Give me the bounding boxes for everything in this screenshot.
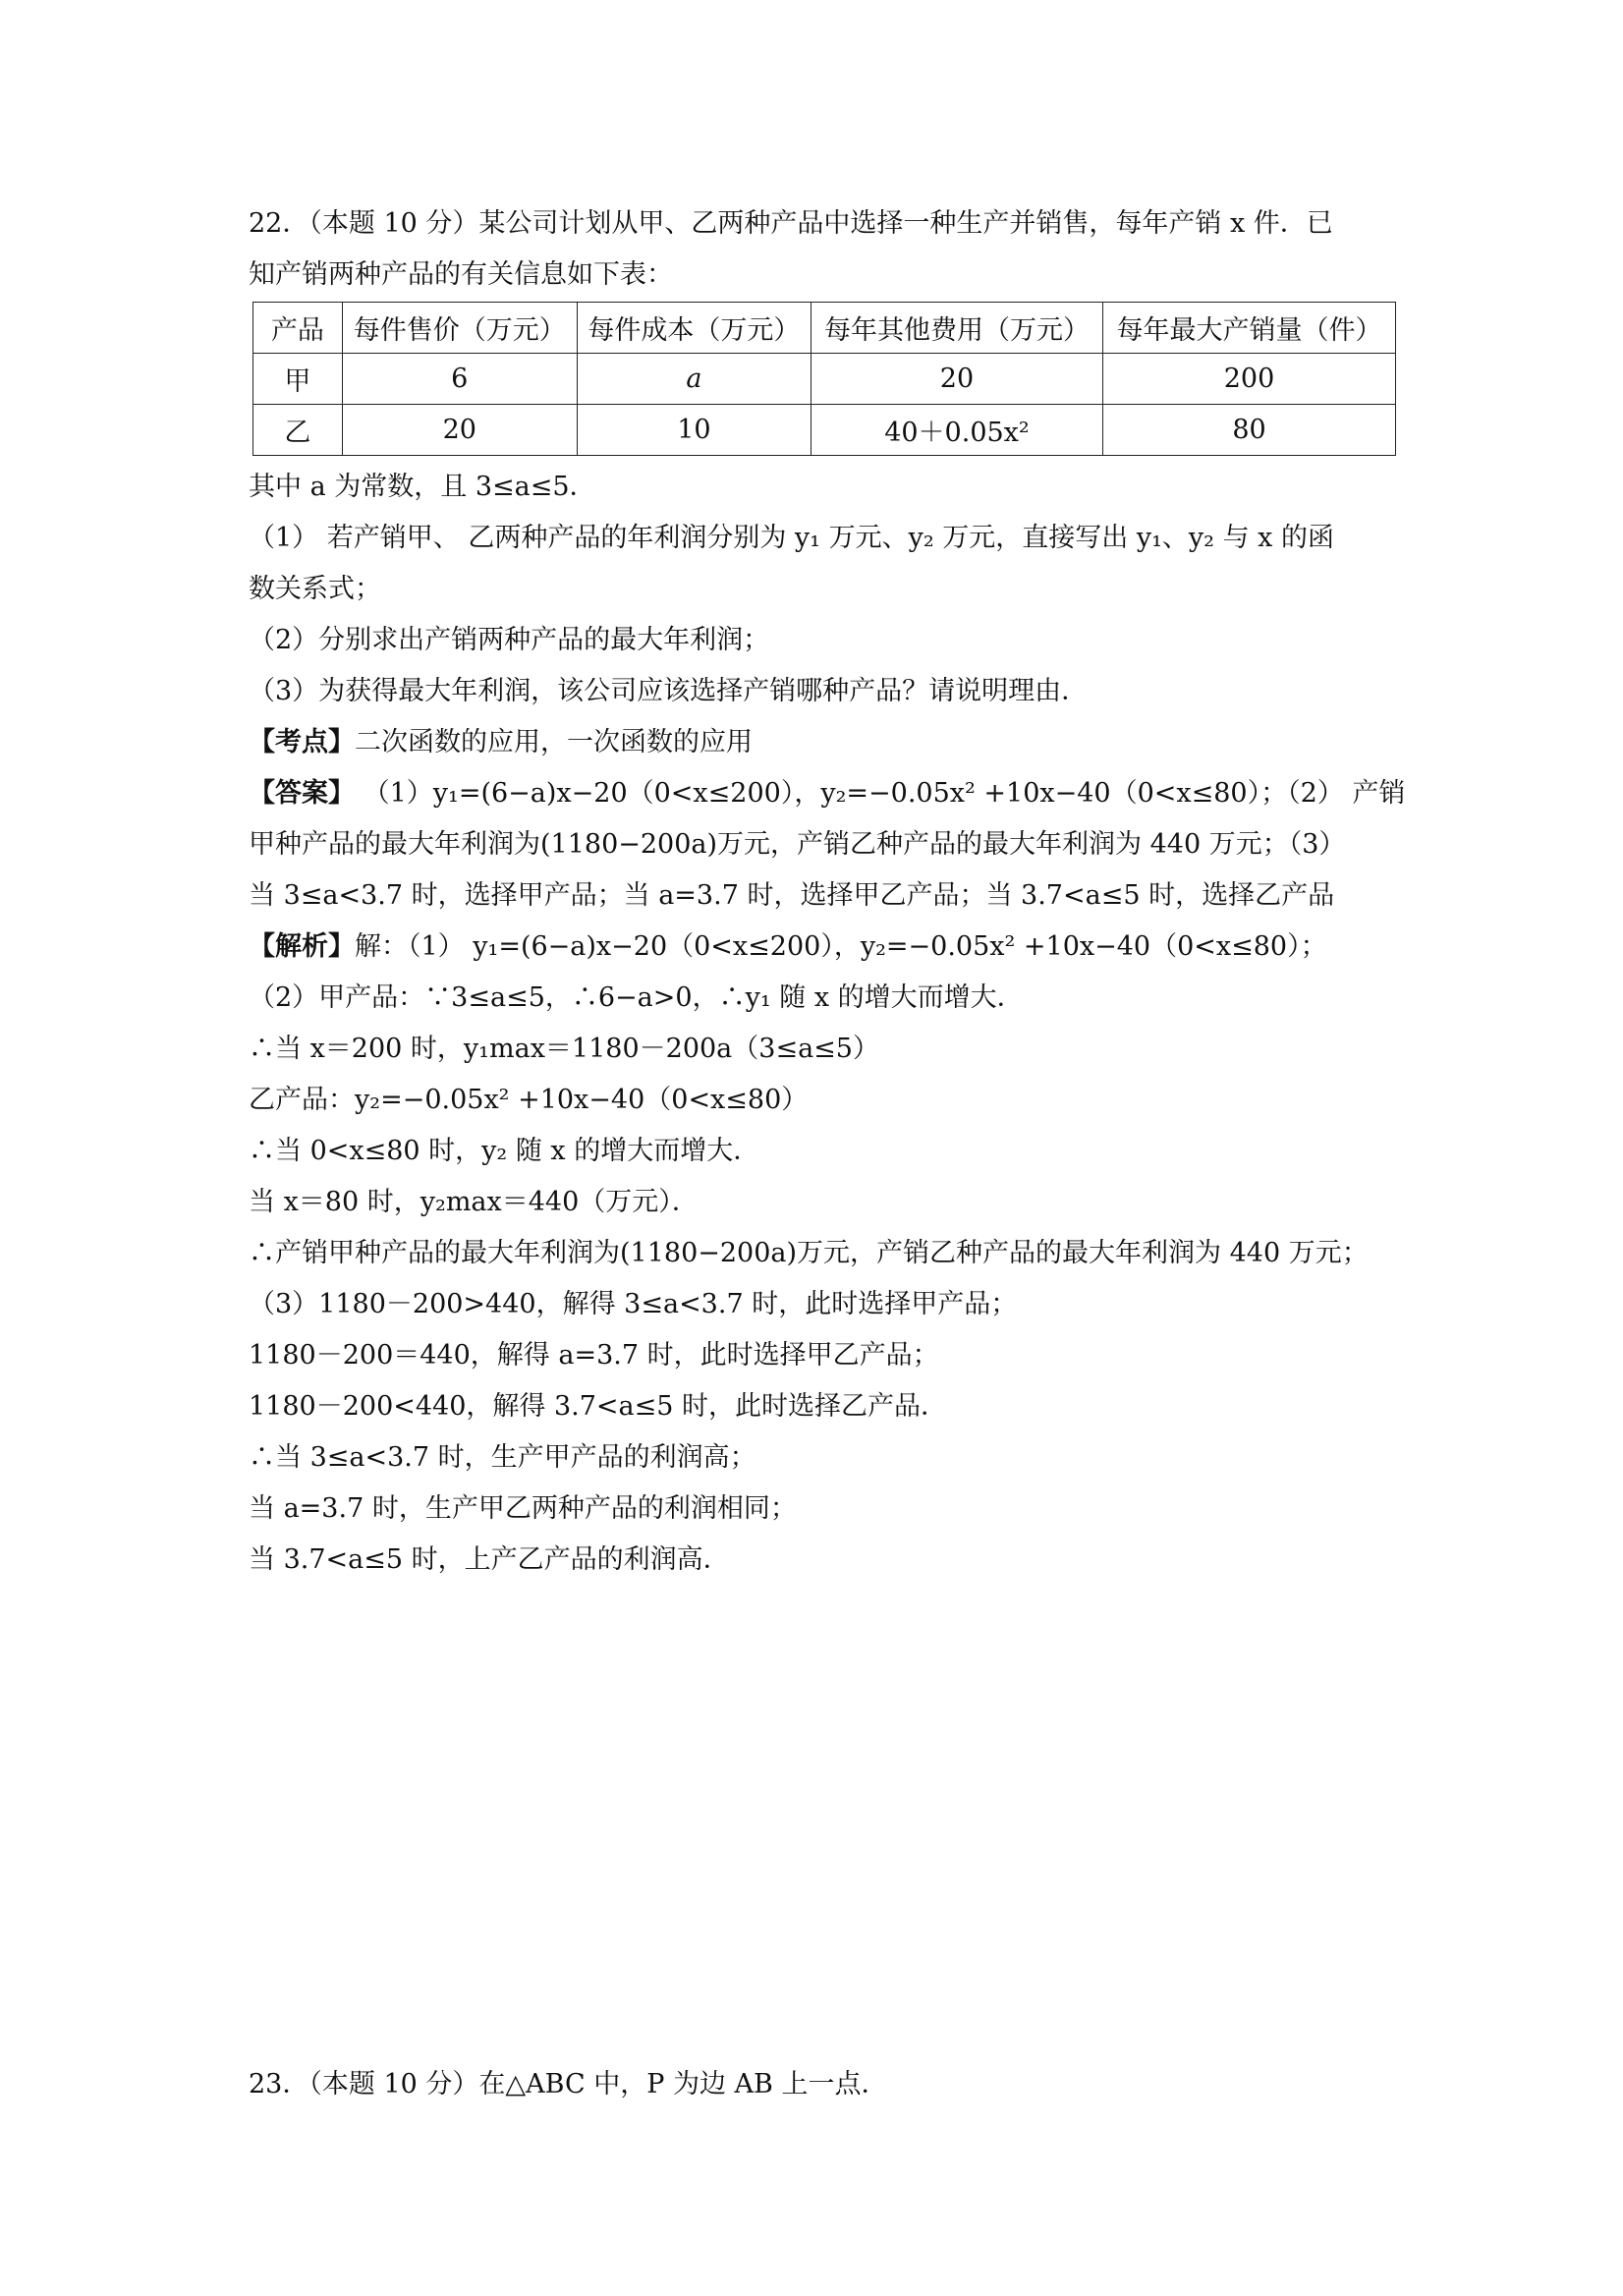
q22-note: 其中 a 为常数，且 3≤a≤5． xyxy=(249,472,596,502)
q22-part3: （3）为获得最大年利润，该公司应该选择产销哪种产品？请说明理由． xyxy=(249,676,1089,706)
analysis-line: ∴当 0<x≤80 时，y₂ 随 x 的增大而增大． xyxy=(249,1136,760,1166)
analysis-text: 解：（1） y₁=(6−a)x−20（0<x≤200），y₂=−0.05x² +10x−40（0<x≤80）； xyxy=(355,931,1327,962)
table-header-cell: 每年其他费用（万元） xyxy=(811,303,1102,354)
table-cell: 20 xyxy=(811,354,1102,405)
analysis-line: 乙产品：y₂=−0.05x² +10x−40（0<x≤80） xyxy=(249,1085,809,1115)
analysis-line: 1180－200<440，解得 3.7<a≤5 时，此时选择乙产品． xyxy=(249,1391,948,1422)
table-cell: 20 xyxy=(342,405,577,456)
analysis-line: ∴产销甲种产品的最大年利润为(1180−200a)万元，产销乙种产品的最大年利润为 440 万元； xyxy=(249,1238,1369,1268)
table-cell: 6 xyxy=(342,354,577,405)
q23-stem: 23．（本题 10 分）在△ABC 中，P 为边 AB 上一点． xyxy=(249,2069,888,2100)
analysis-line: ∴当 3≤a<3.7 时，生产甲产品的利润高； xyxy=(249,1442,756,1473)
table-header-cell: 每年最大产销量（件） xyxy=(1102,303,1395,354)
table-row xyxy=(253,354,1396,405)
table-cell: 乙 xyxy=(253,405,343,456)
analysis-line: 1180－200＝440，解得 a=3.7 时，此时选择甲乙产品； xyxy=(249,1340,939,1371)
table-cell: 40＋0.05x² xyxy=(811,405,1102,456)
analysis-label: 【解析】 xyxy=(249,931,355,962)
product-info-table xyxy=(252,302,1396,456)
analysis-line: 当 x＝80 时，y₂max＝440（万元）． xyxy=(249,1187,699,1217)
analysis-line: 当 a=3.7 时，生产甲乙两种产品的利润相同； xyxy=(249,1493,797,1524)
answer-text: （1）y₁=(6−a)x−20（0<x≤200），y₂=−0.05x² +10x−40（0<x≤80）；（2） 产销 xyxy=(355,778,1406,809)
answer-line3: 当 3≤a<3.7 时，选择甲产品；当 a=3.7 时，选择甲乙产品；当 3.7<a≤5 时，选择乙产品 xyxy=(249,880,1335,911)
table-header-cell: 产品 xyxy=(253,303,343,354)
table-header-cell: 每件售价（万元） xyxy=(342,303,577,354)
table-cell: a xyxy=(577,354,811,405)
answer-line2: 甲种产品的最大年利润为(1180−200a)万元，产销乙种产品的最大年利润为 440 万元；（3） xyxy=(249,829,1346,860)
analysis-line xyxy=(249,929,1398,965)
table-header-cell: 每件成本（万元） xyxy=(577,303,811,354)
q22-part1-line2: 数关系式； xyxy=(249,574,381,604)
kaodian-label: 【考点】 xyxy=(249,727,355,757)
analysis-line: （3）1180－200>440，解得 3≤a<3.7 时，此时选择甲产品； xyxy=(249,1289,1018,1319)
q22-stem-line1: 22．（本题 10 分）某公司计划从甲、乙两种产品中选择一种生产并销售，每年产销 x 件．已 xyxy=(249,208,1333,239)
table-row xyxy=(253,405,1396,456)
kaodian-line xyxy=(249,725,1398,760)
analysis-line: 当 3.7<a≤5 时，上产乙产品的利润高． xyxy=(249,1544,730,1575)
q22-part2: （2）分别求出产销两种产品的最大年利润； xyxy=(249,625,770,655)
table-cell: 10 xyxy=(577,405,811,456)
q22-part1-line1: （1） 若产销甲、 乙两种产品的年利润分别为 y₁ 万元、y₂ 万元，直接写出 y₁、y₂ 与 x 的函 xyxy=(249,523,1334,553)
answer-label: 【答案】 xyxy=(249,778,355,809)
analysis-line: ∴当 x＝200 时，y₁max＝1180－200a（3≤a≤5） xyxy=(249,1034,879,1064)
q22-stem-line2: 知产销两种产品的有关信息如下表： xyxy=(249,259,673,290)
table-cell: 甲 xyxy=(253,354,343,405)
table-cell: 80 xyxy=(1102,405,1395,456)
analysis-line: （2）甲产品：∵3≤a≤5，∴6−a>0，∴y₁ 随 x 的增大而增大． xyxy=(249,982,1024,1013)
kaodian-text: 二次函数的应用，一次函数的应用 xyxy=(355,727,753,757)
answer-line1 xyxy=(249,776,1406,812)
table-header-row xyxy=(253,303,1396,354)
table-cell: 200 xyxy=(1102,354,1395,405)
